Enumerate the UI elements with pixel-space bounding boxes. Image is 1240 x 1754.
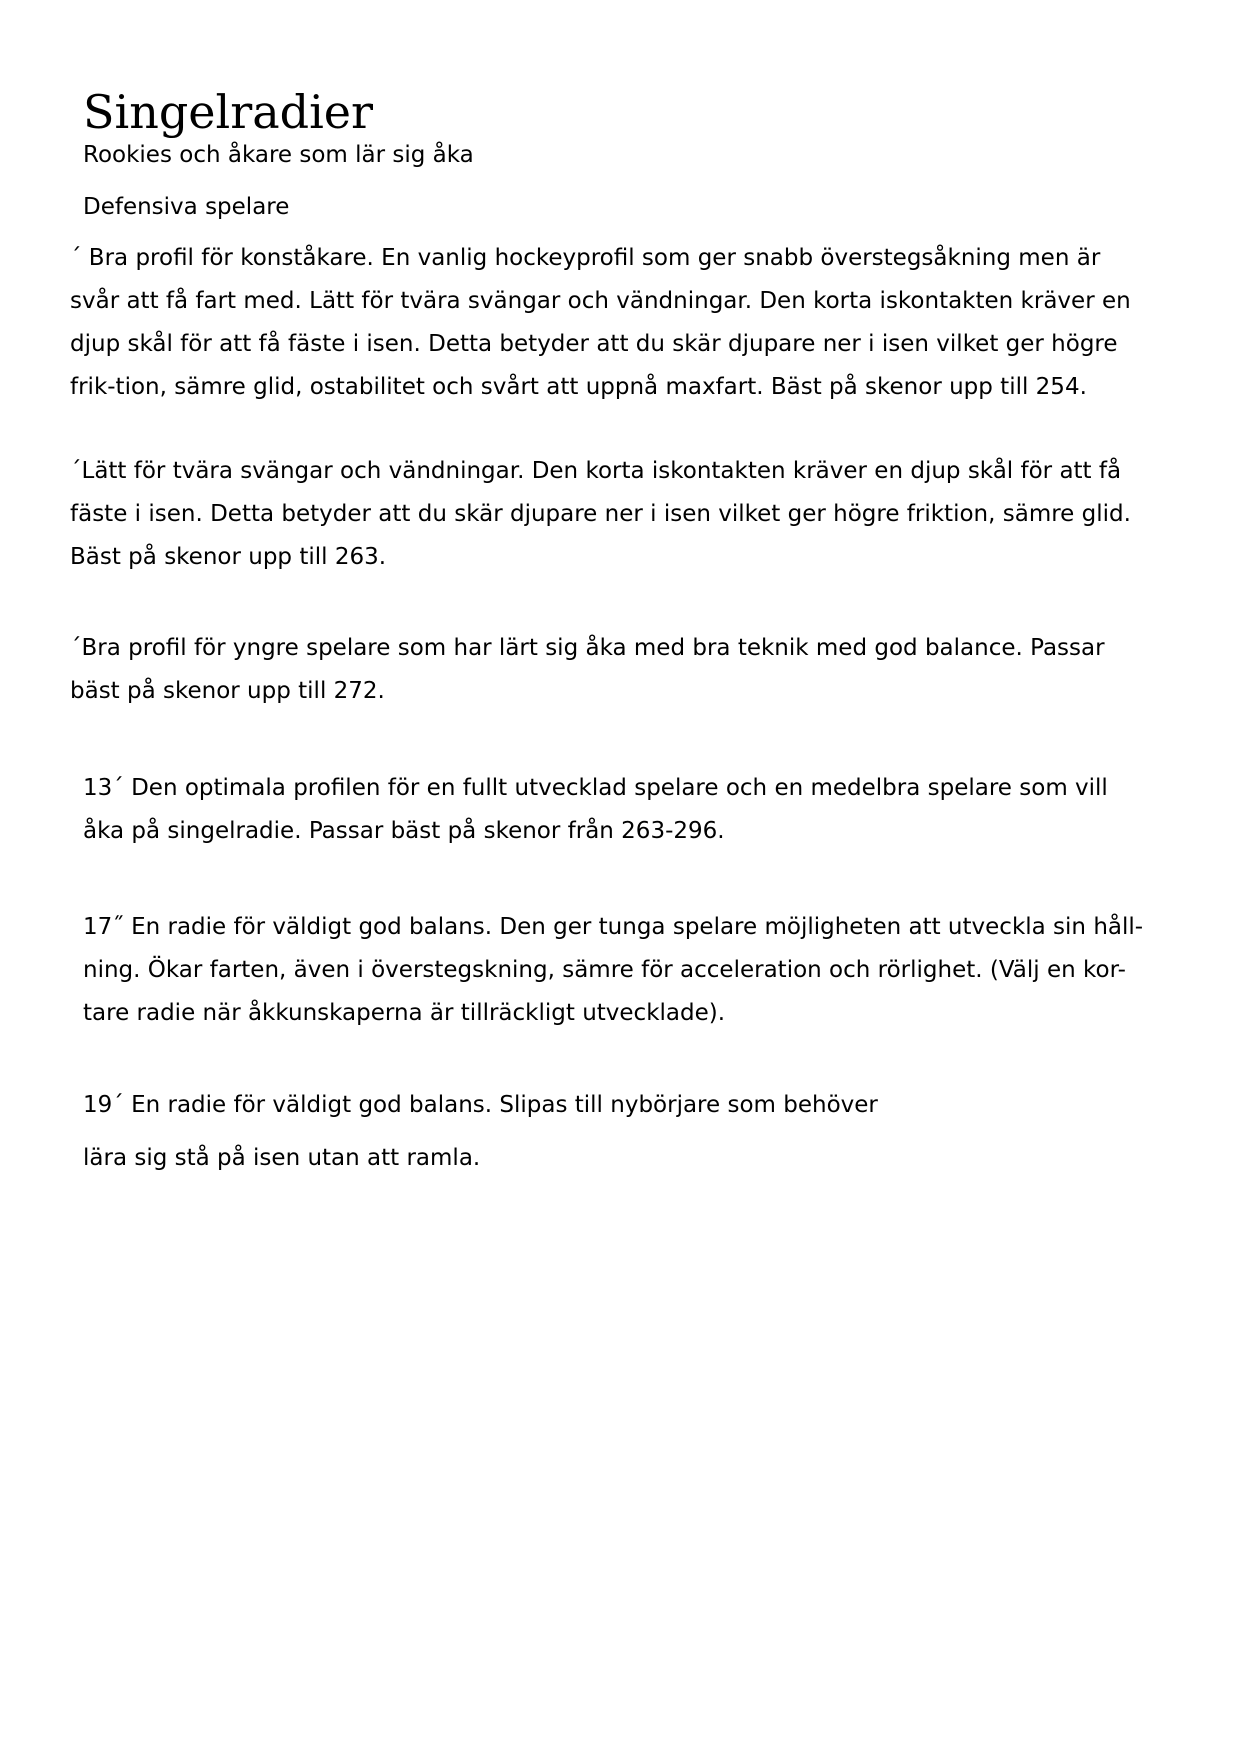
paragraph-radius-17: 17˝ En radie för väldigt god balans. Den ger tunga spelare möjligheten att utveckla sin håll- ning. Ökar farten, även i överstegskning, sämre för acceleration och rörlighet. (Välj en kor- tare radie när åkkunskaperna är tillräckligt utvecklade). [83, 914, 1144, 1026]
paragraph-radius-19-continued: lära sig stå på isen utan att ramla. [83, 1145, 481, 1171]
paragraph-profile-3: ´Bra profil för yngre spelare som har lärt sig åka med bra teknik med god balance. Passar bäst på skenor upp till 272. [70, 635, 1105, 704]
section-heading: Defensiva spelare [83, 194, 290, 220]
paragraph-profile-1: ´ Bra profil för konståkare. En vanlig hockeyprofil som ger snabb överstegsåkning men är svår att få fart med. Lätt för tvära svängar och vändningar. Den korta iskontakten kräver en djup skål för att få fäste i isen. Detta betyder att du skär djupare ner i isen vilket ger högre frik-tion, sämre glid, ostabilitet och svårt att uppnå maxfart. Bäst på skenor upp till 254. [70, 245, 1131, 400]
subtitle: Rookies och åkare som lär sig åka [83, 142, 474, 168]
paragraph-radius-13: 13´ Den optimala profilen för en fullt utvecklad spelare och en medelbra spelare som vill åka på singelradie. Passar bäst på skenor från 263-296. [83, 775, 1108, 844]
page-title: Singelradier [83, 85, 374, 139]
paragraph-radius-19: 19´ En radie för väldigt god balans. Slipas till nybörjare som behöver [83, 1092, 878, 1118]
paragraph-profile-2: ´Lätt för tvära svängar och vändningar. Den korta iskontakten kräver en djup skål för att få fäste i isen. Detta betyder att du skär djupare ner i isen vilket ger högre friktion, sämre glid. Bäst på skenor upp till 263. [70, 458, 1131, 570]
